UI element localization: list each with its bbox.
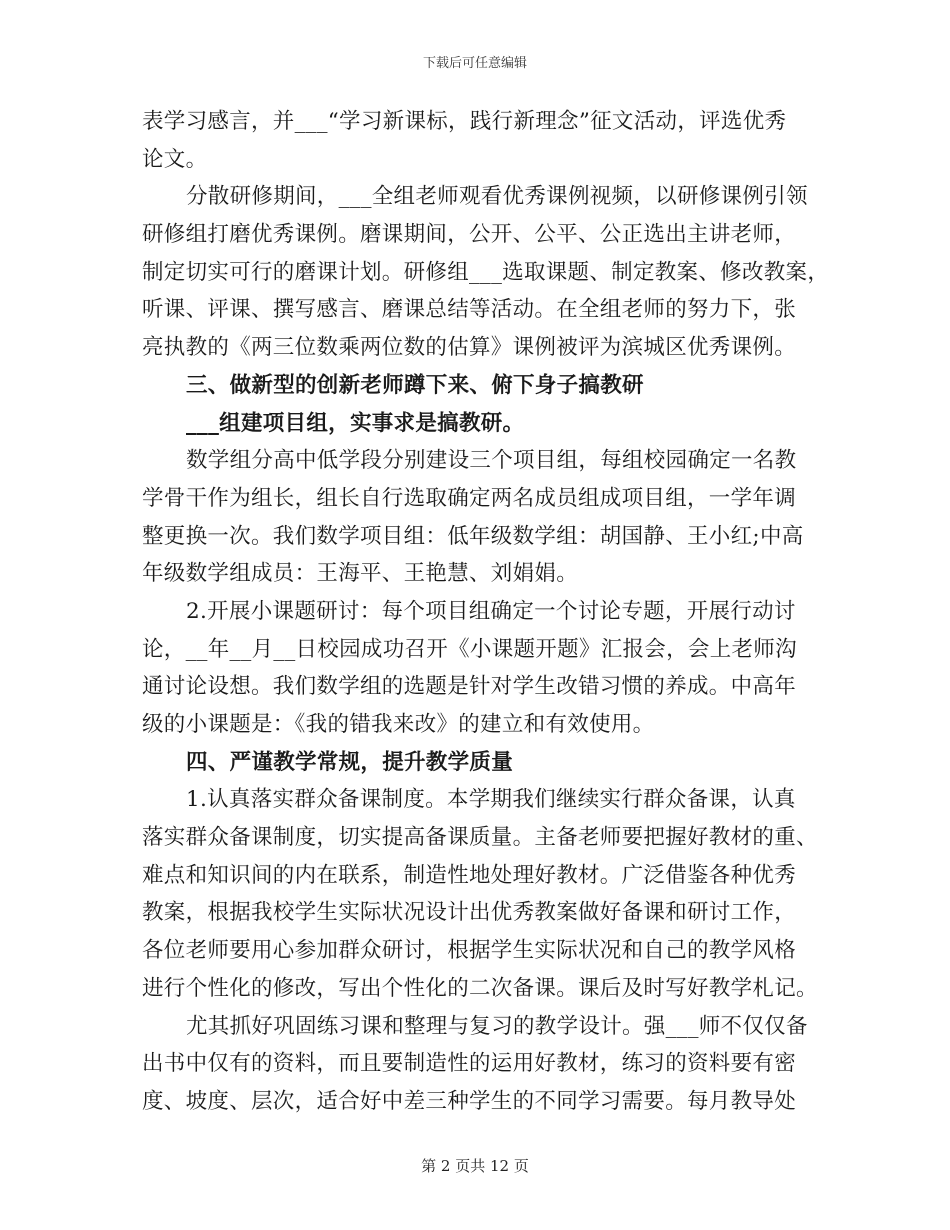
body-line: 论，__年__月__日校园成功召开《小课题开题》汇报会，会上老师沟	[142, 636, 797, 662]
body-line: 度、坡度、层次，适合好中差三种学生的不同学习需要。每月教导处	[142, 1088, 797, 1114]
body-line: 听课、评课、撰写感言、磨课总结等活动。在全组老师的努力下，张	[142, 297, 797, 323]
body-line: 制定切实可行的磨课计划。研修组___选取课题、制定教案、修改教案，	[142, 259, 830, 285]
body-line: 出书中仅有的资料，而且要制造性的运用好教材，练习的资料要有密	[142, 1051, 797, 1077]
section-heading: 四、严谨教学常规，提升教学质量	[186, 749, 514, 775]
body-line: 年级数学组成员：王海平、王艳慧、刘娟娟。	[142, 561, 579, 587]
body-line: 级的小课题是：《我的错我来改》的建立和有效使用。	[142, 712, 655, 737]
header-note: 下载后可任意编辑	[422, 56, 527, 71]
document-body	[142, 103, 830, 1121]
body-line: 学骨干作为组长，组长自行选取确定两名成员组成项目组，一学年调	[142, 485, 797, 511]
body-line: 各位老师要用心参加群众研讨，根据学生实际状况和自己的教学风格	[142, 938, 797, 964]
body-line: 整更换一次。我们数学项目组：低年级数学组：胡国静、王小红;中高	[142, 523, 804, 549]
body-line: 2.开展小课题研讨：每个项目组确定一个讨论专题，开展行动讨	[186, 598, 796, 624]
body-line: 尤其抓好巩固练习课和整理与复习的教学设计。强___师不仅仅备	[186, 1013, 808, 1039]
body-line: 论文。	[142, 146, 208, 172]
body-line: 教案，根据我校学生实际状况设计出优秀教案做好备课和研讨工作，	[142, 900, 797, 926]
body-line: 亮执教的《两三位数乘两位数的估算》课例被评为滨城区优秀课例。	[142, 335, 797, 361]
body-line: 进行个性化的修改，写出个性化的二次备课。课后及时写好教学札记。	[142, 975, 818, 1001]
body-line: 难点和知识间的内在联系，制造性地处理好教材。广泛借鉴各种优秀	[142, 862, 797, 888]
body-line: 分散研修期间，___全组老师观看优秀课例视频，以研修课例引领	[186, 184, 808, 210]
body-line: 研修组打磨优秀课例。磨课期间，公开、公平、公正选出主讲老师，	[142, 222, 797, 248]
section-heading: 三、做新型的创新老师蹲下来、俯下身子搞教研	[186, 372, 644, 398]
body-line: 落实群众备课制度，切实提高备课质量。主备老师要把握好教材的重、	[142, 825, 818, 851]
body-line: 通讨论设想。我们数学组的选题是针对学生改错习惯的养成。中高年	[142, 674, 797, 700]
body-line: 表学习感言，并___“学习新课标，践行新理念”征文活动，评选优秀	[142, 109, 787, 134]
page-number: 第 2 页共 12 页	[421, 1157, 529, 1175]
body-line: 数学组分高中低学段分别建设三个项目组，每组校园确定一名教	[186, 448, 797, 474]
body-line: 1.认真落实群众备课制度。本学期我们继续实行群众备课，认真	[186, 787, 796, 813]
subsection-heading: ___组建项目组，实事求是搞教研。	[186, 410, 525, 436]
